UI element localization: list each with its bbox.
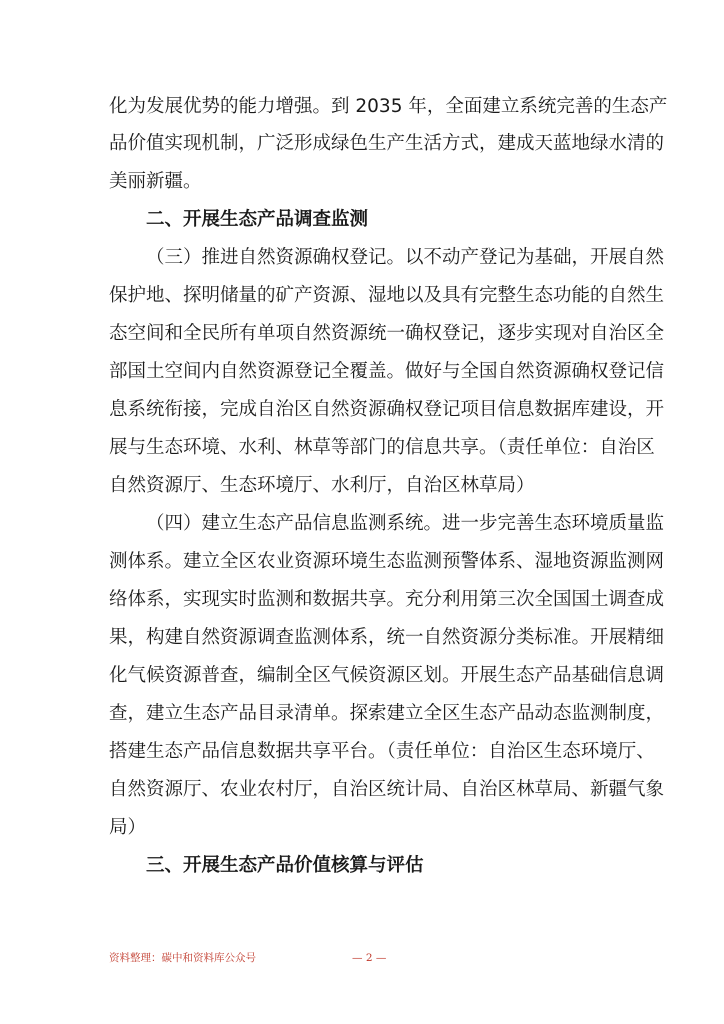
text-line: （三）推进自然资源确权登记。以不动产登记为基础，开展自然 [146,247,665,268]
text-line: 品价值实现机制，广泛形成绿色生产生活方式，建成天蓝地绿水清的 [109,133,665,154]
footer-source-note: 资料整理：碳中和资料库公众号 [109,952,256,964]
text-line: 果，构建自然资源调查监测体系，统一自然资源分类标准。开展精细 [109,627,665,648]
text-line: 自然资源厅、生态环境厅、水利厅，自治区林草局） [109,475,535,496]
text-line: 息系统衔接，完成自治区自然资源确权登记项目信息数据库建设，开 [109,399,665,420]
text-line: 态空间和全民所有单项自然资源统一确权登记，逐步实现对自治区全 [109,323,665,344]
text-line: 查，建立生态产品目录清单。探索建立全区生态产品动态监测制度， [109,703,665,724]
text-line: 展与生态环境、水利、林草等部门的信息共享。（责任单位：自治区 [109,437,655,458]
text-line: 自然资源厅、农业农村厅，自治区统计局、自治区林草局、新疆气象 [109,779,665,800]
text-line: 化气候资源普查，编制全区气候资源区划。开展生态产品基础信息调 [109,665,665,686]
text-line: 部国土空间内自然资源登记全覆盖。做好与全国自然资源确权登记信 [109,361,665,382]
text-line: 测体系。建立全区农业资源环境生态监测预警体系、湿地资源监测网 [109,551,665,572]
text-line: 搭建生态产品信息数据共享平台。（责任单位：自治区生态环境厅、 [109,741,655,762]
text-line: 络体系，实现实时监测和数据共享。充分利用第三次全国国土调查成 [109,589,665,610]
text-line: （四）建立生态产品信息监测系统。进一步完善生态环境质量监 [146,513,665,534]
section-heading: 三、开展生态产品价值核算与评估 [146,855,424,876]
text-line: 美丽新疆。 [109,171,202,192]
page-number: — 2 — [352,952,387,964]
section-heading: 二、开展生态产品调查监测 [146,209,369,230]
text-line: 化为发展优势的能力增强。到 2035 年，全面建立系统完善的生态产 [109,96,668,117]
text-line: 保护地、探明储量的矿产资源、湿地以及具有完整生态功能的自然生 [109,285,665,306]
text-line: 局） [109,817,147,838]
